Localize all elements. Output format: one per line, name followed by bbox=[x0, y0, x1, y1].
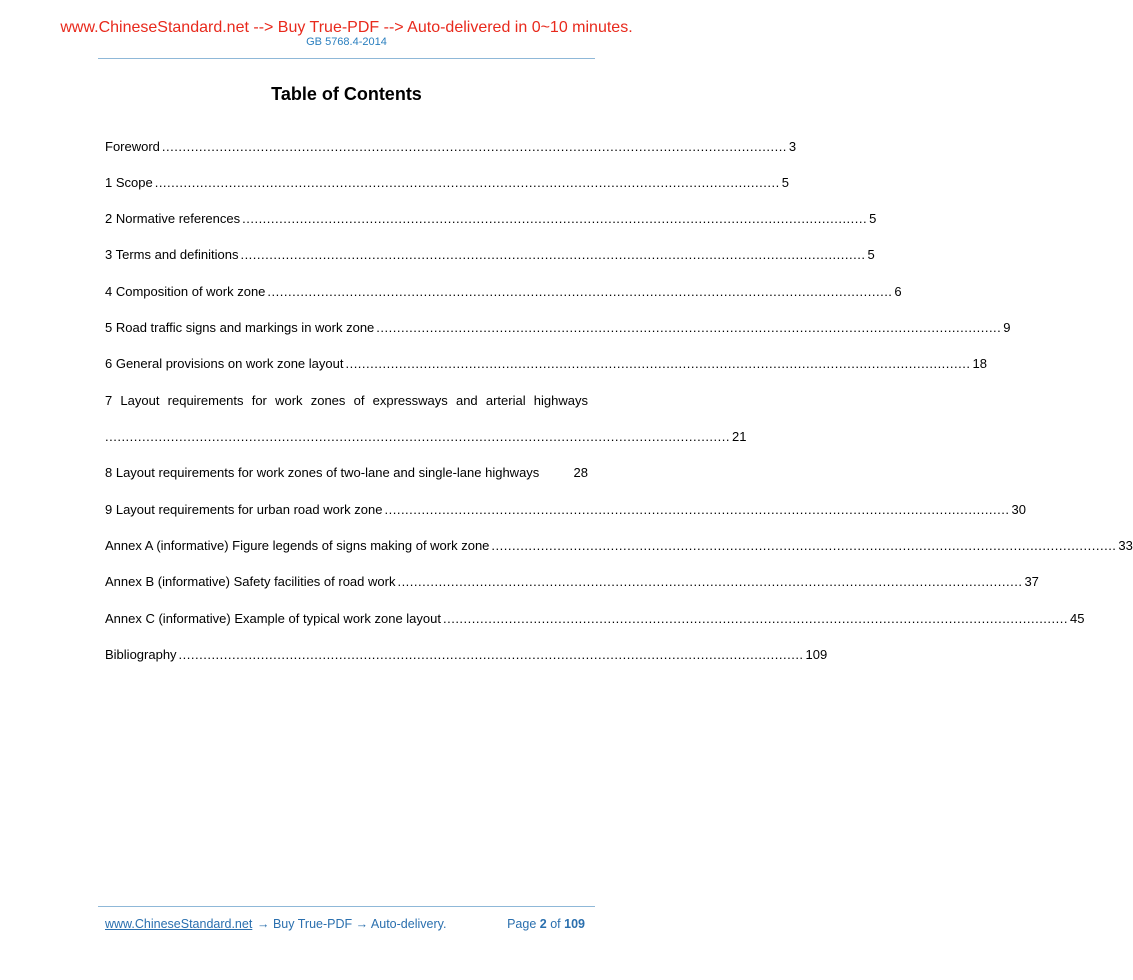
toc-entry-title: 1 Scope bbox=[105, 175, 153, 190]
toc-entry-title: 8 Layout requirements for work zones of two-lane and single-lane highways bbox=[105, 465, 540, 480]
toc-entry-title bbox=[105, 393, 588, 409]
toc-entry-terms[interactable] bbox=[105, 247, 875, 263]
toc-entry-annex-b[interactable] bbox=[105, 574, 1039, 590]
toc-entry-title: 6 General provisions on work zone layout bbox=[105, 356, 344, 371]
toc-entry-page: 5 bbox=[781, 175, 789, 190]
toc-entry-title: Bibliography bbox=[105, 647, 177, 662]
current-page-number: 2 bbox=[539, 917, 547, 931]
toc-entry-title: 4 Composition of work zone bbox=[105, 284, 266, 299]
toc-leader-dots: ........................................................................................................................................................ bbox=[178, 647, 804, 662]
toc-leader-dots: ........................................................................................................................................................ bbox=[345, 356, 971, 371]
toc-leader-dots: ........................................................................................................................................................ bbox=[442, 611, 1068, 626]
toc-entry-title: Annex B (informative) Safety facilities of road work bbox=[105, 574, 396, 589]
toc-leader-dots: ........................................................................................................................................................ bbox=[491, 538, 1117, 553]
toc-leader-dots: ........................................................................................................................................................ bbox=[376, 320, 1002, 335]
toc-entry-foreword[interactable] bbox=[105, 139, 797, 155]
toc-leader-dots: ........................................................................................................................................................ bbox=[161, 139, 787, 154]
toc-leader-dots: ........................................................................................................................................................ bbox=[267, 284, 893, 299]
toc-leader-dots: ........................................................................................................................................................ bbox=[105, 429, 730, 444]
page-indicator bbox=[507, 916, 585, 932]
page-of-word: of bbox=[550, 917, 561, 931]
toc-leader-dots: ........................................................................................................................................................ bbox=[240, 247, 866, 262]
toc-entry-title: 3 Terms and definitions bbox=[105, 247, 239, 262]
toc-entry-title: Foreword bbox=[105, 139, 160, 154]
page-title: Table of Contents bbox=[271, 84, 422, 104]
toc-leader-dots: ........................................................................................................................................................ bbox=[384, 502, 1010, 517]
page-word: Page bbox=[507, 917, 537, 931]
toc-entry-page: 45 bbox=[1069, 611, 1085, 626]
toc-leader-dots: ........................................................................................................................................................ bbox=[397, 574, 1023, 589]
toc-entry-title: 9 Layout requirements for urban road work zone bbox=[105, 502, 383, 517]
top-banner[interactable]: www.ChineseStandard.net --> Buy True-PDF --> Auto-delivered in 0~10 minutes. bbox=[60, 19, 633, 36]
toc-leader-dots: ........................................................................................................................................................ bbox=[242, 211, 868, 226]
toc-entry-page: 21 bbox=[732, 429, 747, 444]
toc-entry-page: 30 bbox=[1011, 502, 1026, 517]
header-divider bbox=[98, 58, 595, 59]
toc-entry-page: 3 bbox=[788, 139, 797, 154]
toc-entry-scope[interactable] bbox=[105, 175, 789, 191]
toc-entry-page: 109 bbox=[805, 647, 828, 662]
toc-entry-title: 5 Road traffic signs and markings in work zone bbox=[105, 320, 375, 335]
page-footer bbox=[105, 916, 585, 932]
toc-entry-normative-references[interactable] bbox=[105, 211, 877, 227]
toc-entry-composition[interactable] bbox=[105, 284, 902, 300]
footer-purchase-text: → Buy True-PDF → Auto-delivery. bbox=[257, 917, 447, 931]
footer-divider bbox=[98, 906, 595, 907]
toc-entry-annex-a[interactable] bbox=[105, 538, 1133, 554]
toc-entry-page: 28 bbox=[573, 465, 588, 480]
toc-entry-page: 5 bbox=[867, 247, 875, 262]
toc-entry-page: 6 bbox=[894, 284, 902, 299]
toc-entry-two-lane[interactable] bbox=[105, 465, 588, 481]
toc-entry-title-text: 7 Layout requirements for work zones of expressways and arterial highways bbox=[105, 393, 588, 408]
toc-entry-urban-road[interactable] bbox=[105, 502, 1026, 518]
toc-entry-page: 9 bbox=[1003, 320, 1011, 335]
toc-entry-page: 33 bbox=[1118, 538, 1133, 553]
toc-leader-dots: ........................................................................................................................................................ bbox=[154, 175, 780, 190]
toc-entry-page: 37 bbox=[1024, 574, 1039, 589]
toc-entry-title: Annex A (informative) Figure legends of signs making of work zone bbox=[105, 538, 490, 553]
toc-entry-signs-markings[interactable] bbox=[105, 320, 1011, 336]
toc-entry-page: 5 bbox=[869, 211, 877, 226]
total-page-number: 109 bbox=[564, 917, 585, 931]
document-code: GB 5768.4-2014 bbox=[306, 36, 387, 48]
toc-entry-annex-c[interactable] bbox=[105, 611, 1085, 627]
toc-entry-page: 18 bbox=[972, 356, 987, 371]
toc-entry-continuation bbox=[105, 429, 747, 445]
toc-entry-title: Annex C (informative) Example of typical work zone layout bbox=[105, 611, 441, 626]
toc-entry-general-provisions[interactable] bbox=[105, 356, 987, 372]
toc-entry-title: 2 Normative references bbox=[105, 211, 241, 226]
toc-entry-bibliography[interactable] bbox=[105, 647, 828, 663]
footer-site-link[interactable]: www.ChineseStandard.net bbox=[105, 917, 253, 931]
